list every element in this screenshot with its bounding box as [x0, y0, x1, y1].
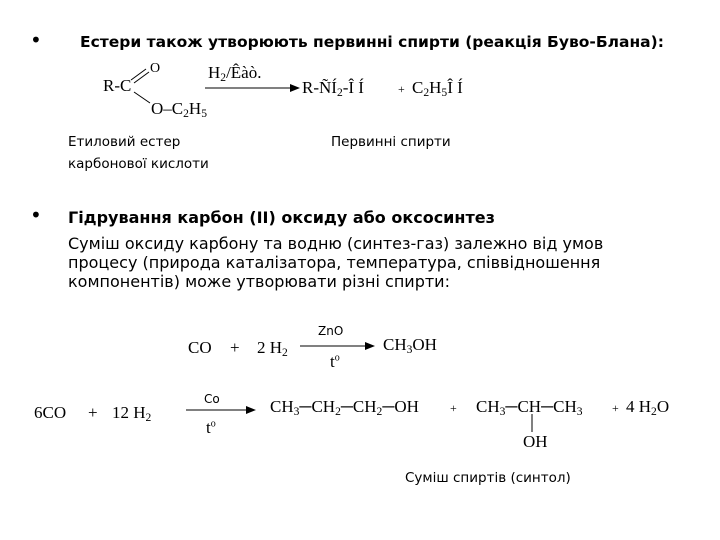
- bullet-marker: •: [30, 203, 42, 227]
- reaction3-plus: +: [88, 403, 98, 422]
- reaction2-catalyst: ZnO: [318, 324, 344, 338]
- reaction3-6co: 6CO: [34, 403, 67, 422]
- reaction3-plus3: +: [612, 401, 619, 415]
- reaction2-temp: $t^o$: [330, 352, 340, 371]
- ester-label: Етиловий естер карбонової кислоти: [68, 134, 209, 172]
- reaction3-plus2: +: [450, 401, 457, 415]
- reaction3-propanol: $CH_3─CH_2─CH_2─OH$: [270, 397, 419, 418]
- ester-carbonyl-o: O: [150, 61, 161, 76]
- reaction1-product1: $R-ÑÍ_2-Î$ Í: [302, 78, 364, 99]
- reaction3-branch-oh: OH: [523, 432, 548, 451]
- bullet2-title: Гідрування карбон (ІІ) оксиду або оксосинтез: [68, 208, 495, 227]
- reaction3-catalyst: Co: [204, 392, 220, 406]
- reaction1-product2: $C_2H_5Î$ Í: [412, 78, 463, 99]
- reaction3-isopropanol: $CH_3─CH─CH_3$: [476, 397, 583, 418]
- reaction3-water: 4 $H_2O$: [626, 397, 670, 418]
- reaction2-plus: +: [230, 338, 240, 357]
- reaction1-condition: $H_2$/Êàò.: [208, 63, 262, 84]
- reaction1-plus: +: [398, 82, 405, 96]
- reaction3-temp: $t^o$: [206, 418, 216, 437]
- reaction3-h2: 12 $H_2$: [112, 403, 152, 424]
- bullet-marker: •: [30, 28, 42, 52]
- bullet2-paragraph: Суміш оксиду карбону та водню (синтез-газ) залежно від умов процесу (природа каталізатора, температура, співвідношення компонентів) може утворювати різні спирти:: [68, 234, 604, 291]
- reaction2-h2: 2 $H_2$: [257, 338, 288, 359]
- reaction2-methanol: $CH_3OH$: [383, 335, 437, 356]
- alcohol-label: Первинні спирти: [331, 134, 451, 150]
- bullet1-text: Естери також утворюють первинні спирти (реакція Буво-Блана):: [80, 33, 664, 51]
- reaction2-co: CO: [188, 338, 212, 357]
- ester-oc2h5: $O-C_2H_5$: [151, 99, 207, 120]
- ester-rc: R-C: [103, 76, 132, 95]
- syntol-caption: Суміш спиртів (синтол): [405, 470, 571, 486]
